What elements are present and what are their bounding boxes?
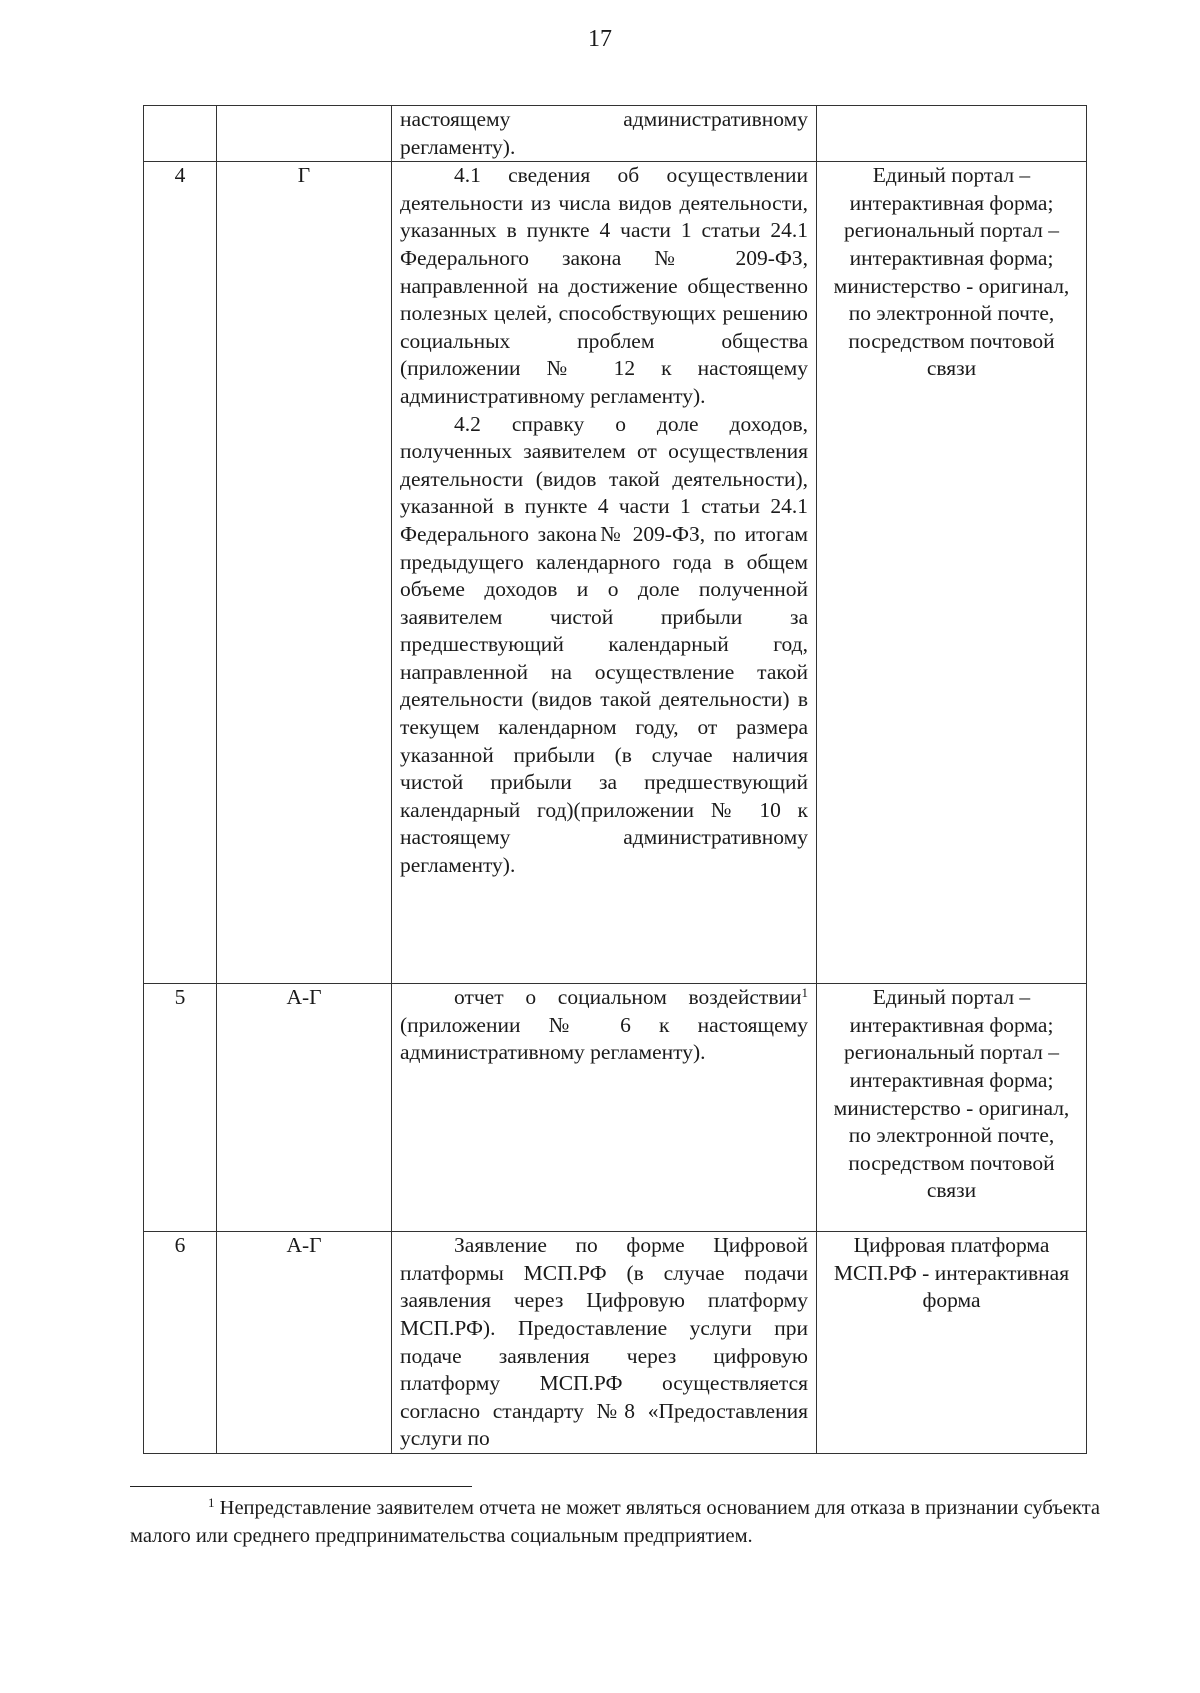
description-cell [392, 1232, 817, 1454]
category-cell: А-Г [217, 984, 392, 1232]
description-paragraph: 4.2 справку о доле доходов, полученных заявителем от осуществления деятельности (видов такой деятельности), указанной в пункте 4 части 1 статьи 24.1 Федерального закона№ 209-ФЗ, по итогам предыдущего календарного года в общем объеме доходов и о доле полученной заявителем чистой прибыли за предшествующий календарный год, направленной на осуществление такой деятельности (видов такой деятельности) в текущем календарном году, от размера указанной прибыли (в случае наличия чистой прибыли за предшествующий календарный год)(приложении № 10 к настоящему административному регламенту). [400, 411, 808, 878]
description-paragraph [400, 984, 808, 1067]
row-number-cell: 4 [144, 162, 217, 984]
submission-method-cell: Единый портал – интерактивная форма; региональный портал – интерактивная форма; министерство - оригинал, по электронной почте, посредством почтовой связи [817, 984, 1087, 1232]
footnote-reference: 1 [801, 985, 808, 1001]
table-row [144, 1232, 1087, 1454]
footnote-divider [130, 1486, 472, 1487]
description-cell [392, 106, 817, 162]
row-number-cell: 6 [144, 1232, 217, 1454]
page-number: 17 [588, 26, 612, 52]
category-cell: А-Г [217, 1232, 392, 1454]
submission-method-cell [817, 106, 1087, 162]
description-paragraph: 4.1 сведения об осуществлении деятельности из числа видов деятельности, указанных в пункте 4 части 1 статьи 24.1 Федерального закона № 209-ФЗ, направленной на достижение общественно полезных целей, способствующих решению социальных проблем общества (приложении № 12 к настоящему административному регламенту). [400, 163, 808, 408]
category-cell: Г [217, 162, 392, 984]
description-text: отчет о социальном воздействии [454, 985, 802, 1010]
description-text-rest: (приложении № 6 к настоящему административному регламенту). [400, 1012, 808, 1065]
footnote-marker: 1 [208, 1495, 215, 1510]
document-table [143, 105, 1087, 1454]
footnote [130, 1494, 1100, 1550]
row-number-cell [144, 106, 217, 162]
submission-method-cell: Единый портал – интерактивная форма; региональный портал – интерактивная форма; министерство - оригинал, по электронной почте, посредством почтовой связи [817, 162, 1087, 984]
description-paragraph: настоящему административному регламенту). [400, 107, 808, 159]
footnote-text: Непредставление заявителем отчета не может являться основанием для отказа в признании субъекта малого или среднего предпринимательства социальным предприятием. [130, 1497, 1100, 1547]
row-number-cell: 5 [144, 984, 217, 1232]
category-cell [217, 106, 392, 162]
table-row [144, 162, 1087, 984]
description-paragraph: Заявление по форме Цифровой платформы МСП.РФ (в случае подачи заявления через Цифровую платформу МСП.РФ). Предоставление услуги при подаче заявления через цифровую платформу МСП.РФ осуществляется согласно стандарту №8 «Предоставления услуги по [400, 1233, 808, 1451]
table-row [144, 984, 1087, 1232]
description-cell [392, 162, 817, 984]
description-cell [392, 984, 817, 1232]
submission-method-cell: Цифровая платформа МСП.РФ - интерактивная форма [817, 1232, 1087, 1454]
table-row [144, 106, 1087, 162]
